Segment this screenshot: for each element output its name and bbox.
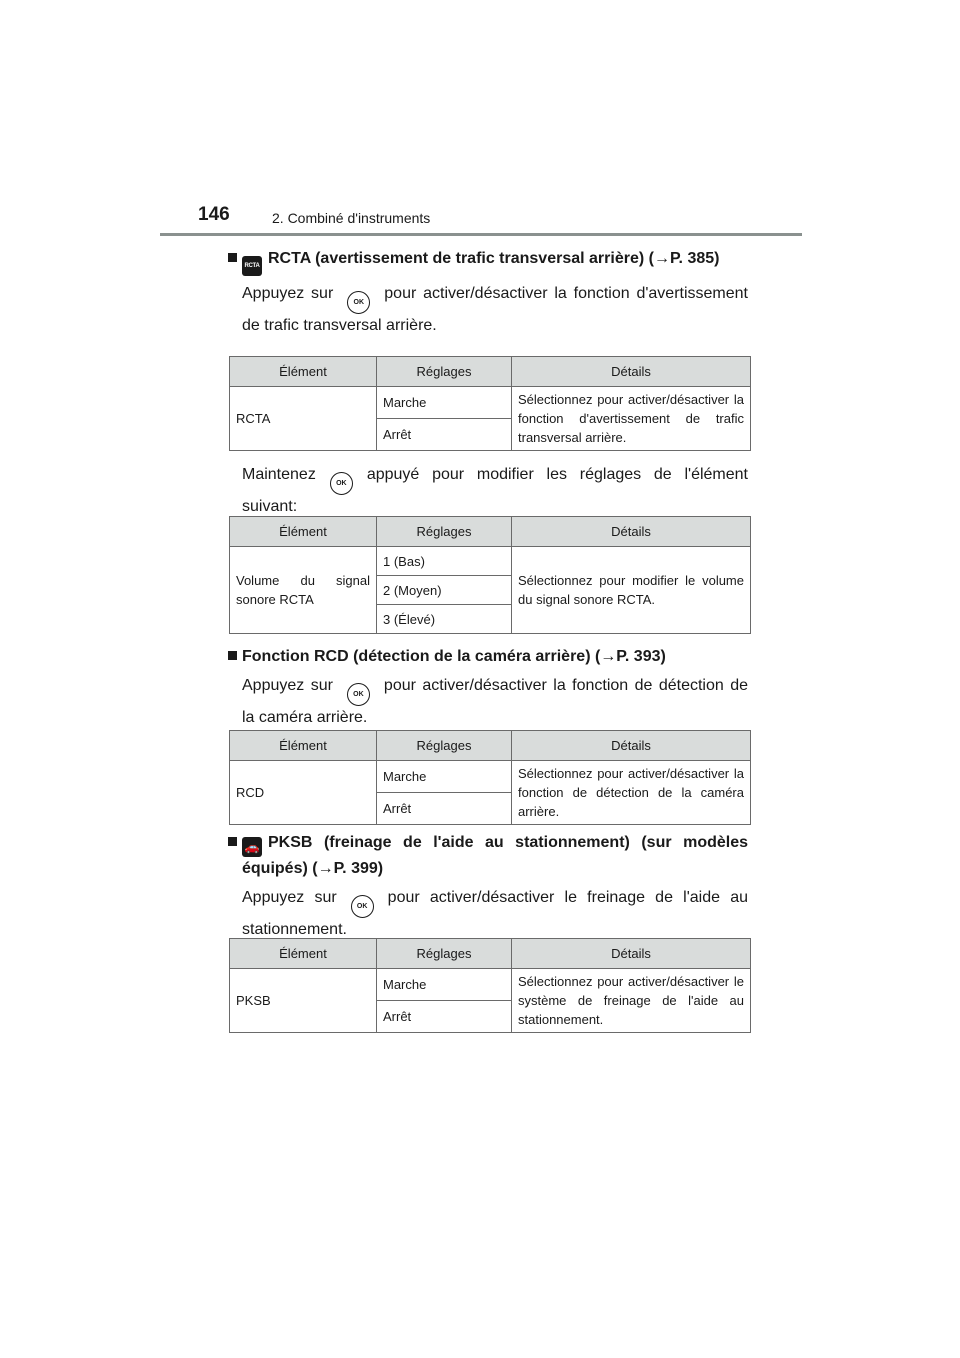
instruction-text: Appuyez surOKpour activer/désactiver le freinage de l'aide au stationnement. — [242, 889, 748, 938]
ok-button-icon: OK — [351, 895, 374, 918]
table-item: Volume du signal sonore RCTA — [230, 547, 377, 634]
table-setting: Marche — [377, 969, 512, 1001]
instruction-text: Appuyez surOKpour activer/désactiver la fonction de détection de la caméra arrière. — [242, 677, 748, 726]
table-header: Élément — [230, 731, 377, 761]
table-header: Détails — [512, 939, 751, 969]
section-rcta — [228, 247, 748, 337]
bullet-square-icon — [228, 253, 237, 262]
table-header: Détails — [512, 731, 751, 761]
table-header: Réglages — [377, 357, 512, 387]
table-details: Sélectionnez pour activer/désactiver la fonction de détection de la caméra arrière. — [512, 761, 751, 825]
instruction-text: Appuyez surOKpour activer/désactiver la fonction d'avertissement de trafic transversal arrière. — [242, 285, 748, 334]
section-heading: RCTA RCTA (avertissement de trafic transversal arrière) (→P. 385) — [228, 247, 748, 276]
section-rcd — [228, 645, 748, 729]
ok-button-icon: OK — [347, 291, 370, 314]
table-setting: 2 (Moyen) — [377, 576, 512, 605]
rcta-icon: RCTA — [242, 256, 262, 276]
header-divider — [160, 233, 802, 236]
table-item: PKSB — [230, 969, 377, 1033]
table-header: Réglages — [377, 939, 512, 969]
table-header: Élément — [230, 517, 377, 547]
table-details: Sélectionnez pour activer/désactiver la fonction d'avertissement de trafic transversal arrière. — [512, 387, 751, 451]
table-item: RCD — [230, 761, 377, 825]
table-header: Détails — [512, 517, 751, 547]
ok-button-icon: OK — [330, 472, 353, 495]
page-header — [160, 202, 802, 238]
table-header: Détails — [512, 357, 751, 387]
section-heading: 🚗 PKSB (freinage de l'aide au stationnement) (sur modèles équipés) (→P. 399) — [228, 831, 748, 880]
instruction-text: MaintenezOKappuyé pour modifier les réglages de l'élément suivant: — [242, 466, 748, 515]
table-item: RCTA — [230, 387, 377, 451]
settings-table-rcta-volume — [229, 516, 751, 634]
table-setting: Arrêt — [377, 1001, 512, 1033]
table-setting: 1 (Bas) — [377, 547, 512, 576]
table-header: Élément — [230, 939, 377, 969]
settings-table-rcta — [229, 356, 751, 451]
bullet-square-icon — [228, 651, 237, 660]
hold-instruction — [228, 459, 748, 518]
ok-button-icon: OK — [347, 683, 370, 706]
bullet-square-icon — [228, 837, 237, 846]
page-number: 146 — [198, 204, 230, 225]
section-pksb — [228, 831, 748, 941]
table-setting: Arrêt — [377, 793, 512, 825]
table-setting: Marche — [377, 761, 512, 793]
table-setting: Marche — [377, 387, 512, 419]
table-details: Sélectionnez pour activer/désactiver le système de freinage de l'aide au stationnement. — [512, 969, 751, 1033]
table-header: Réglages — [377, 731, 512, 761]
table-header: Réglages — [377, 517, 512, 547]
car-icon: 🚗 — [242, 837, 262, 857]
settings-table-pksb — [229, 938, 751, 1033]
table-setting: 3 (Élevé) — [377, 605, 512, 634]
chapter-title: 2. Combiné d'instruments — [272, 210, 431, 226]
section-heading: Fonction RCD (détection de la caméra arrière) (→P. 393) — [228, 645, 748, 668]
settings-table-rcd — [229, 730, 751, 825]
table-details: Sélectionnez pour modifier le volume du signal sonore RCTA. — [512, 547, 751, 634]
table-header: Élément — [230, 357, 377, 387]
table-setting: Arrêt — [377, 419, 512, 451]
